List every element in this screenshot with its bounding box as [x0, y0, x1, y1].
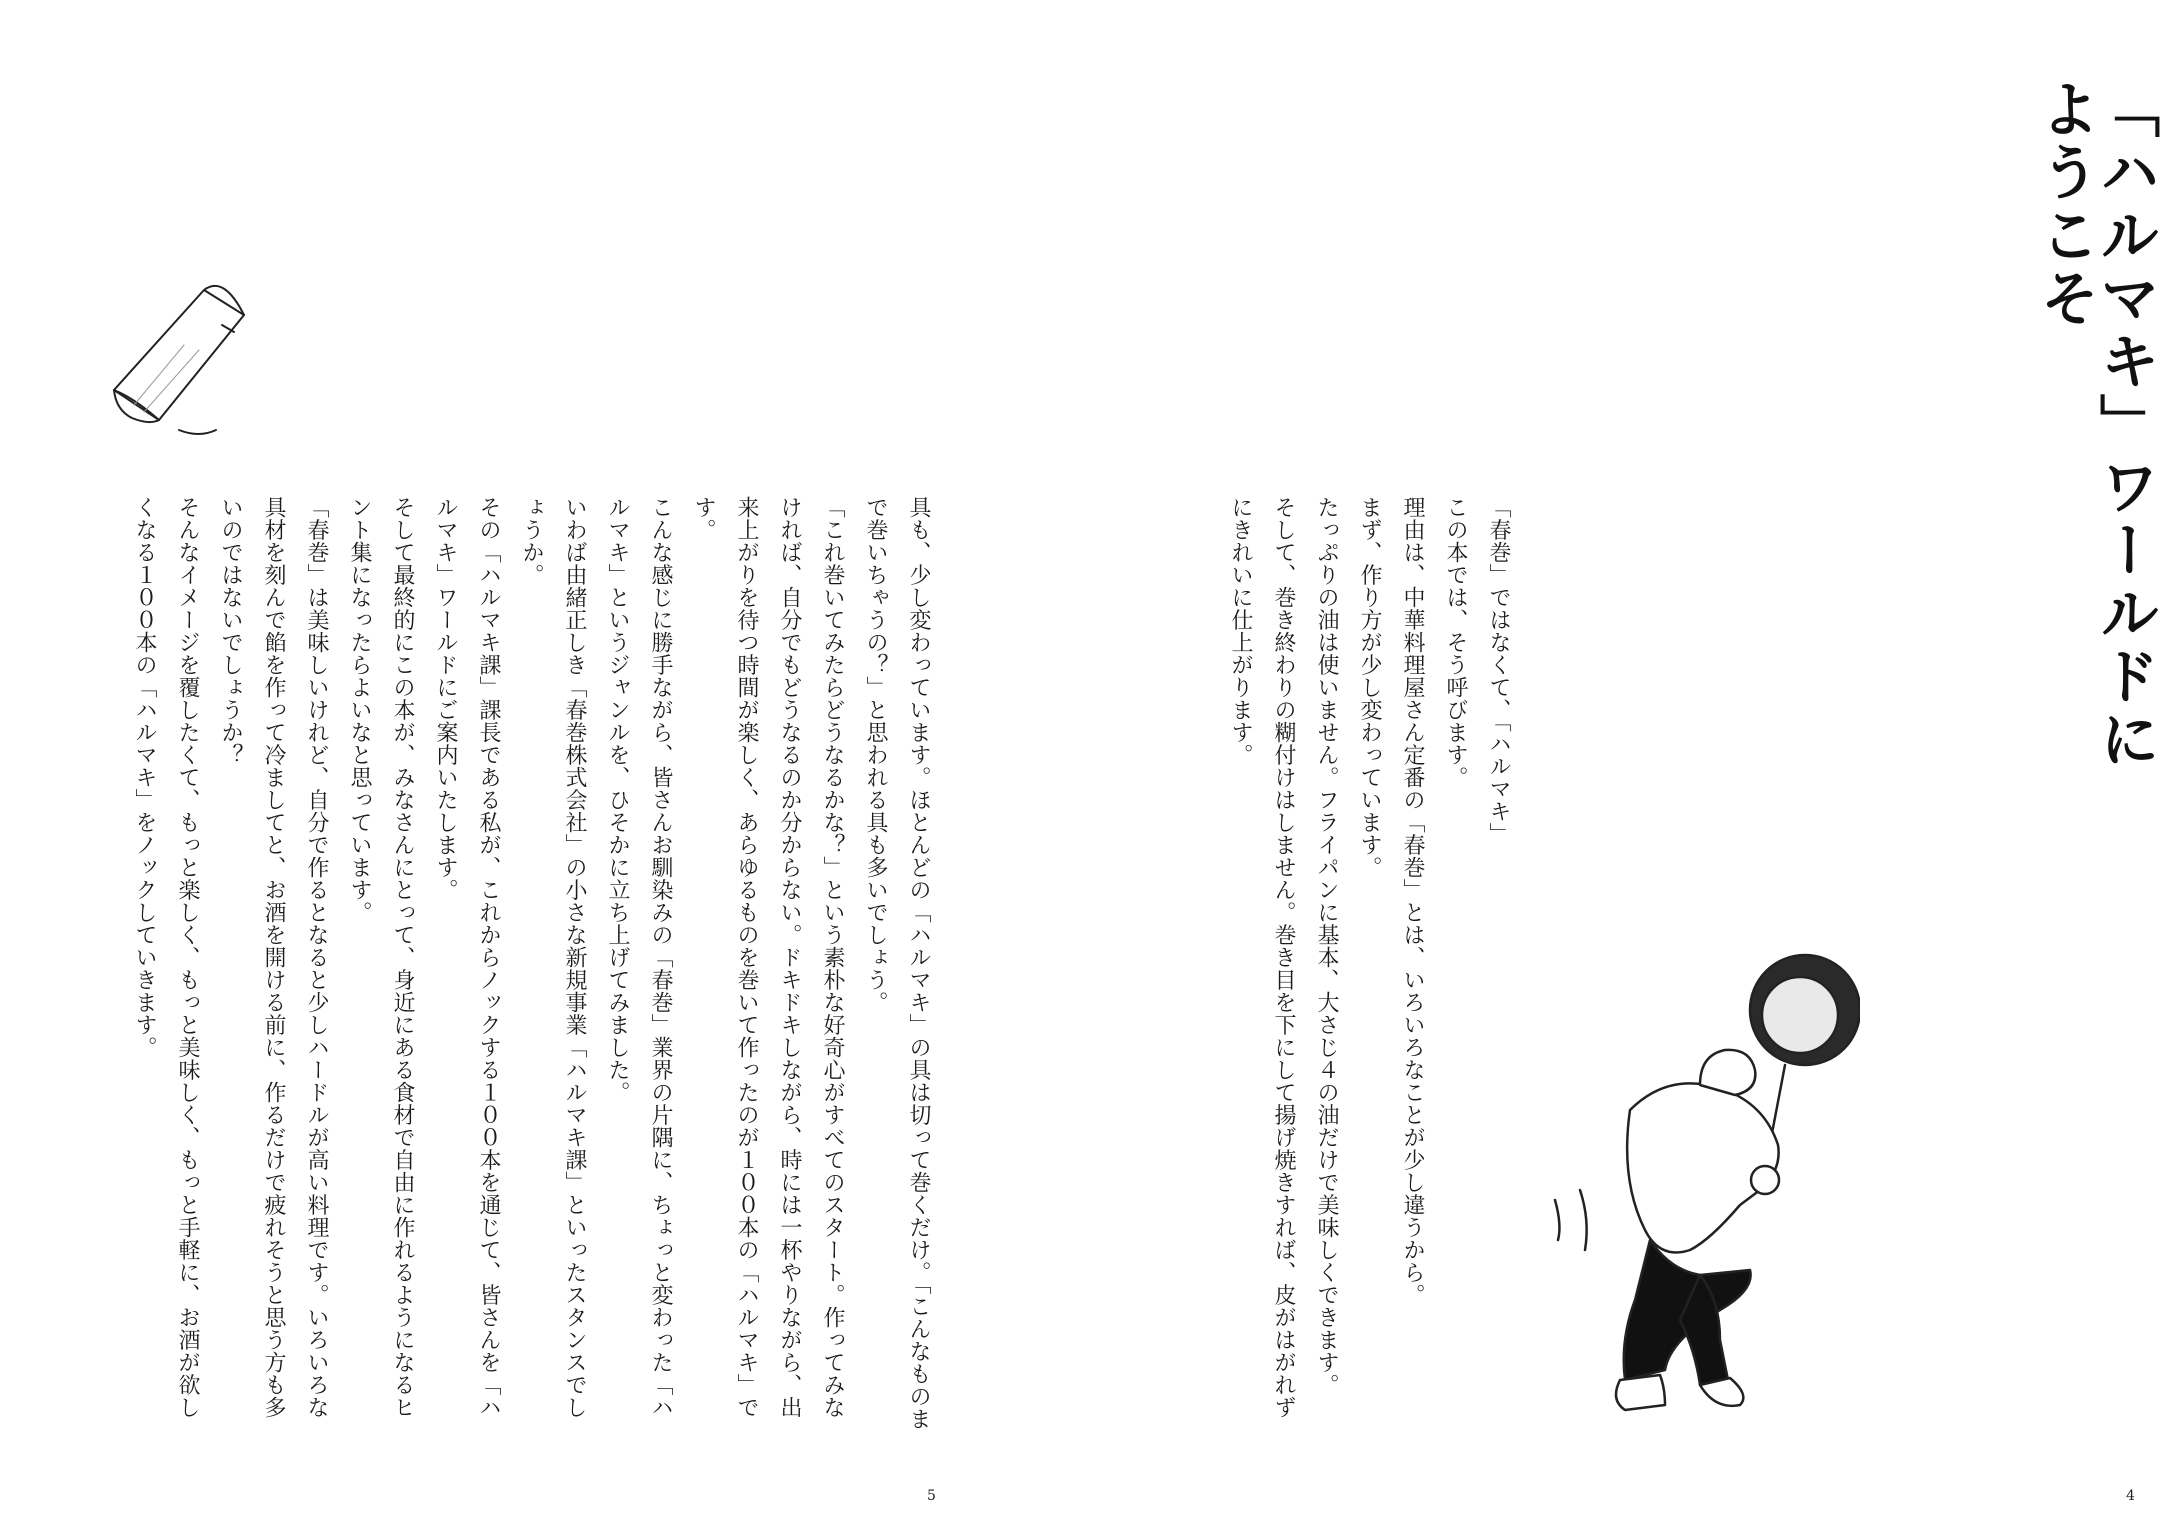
paragraph: 理由は、中華料理屋さん定番の「春巻」とは、いろいろなことが少し違うから。: [1400, 496, 1425, 1306]
spring-roll-illustration: [104, 270, 264, 440]
page-title: 「ハルマキ」ワールドにようこそ: [2030, 78, 2160, 771]
paragraph: 「春巻」ではなくて、「ハルマキ」: [1486, 496, 1511, 845]
right-page-body: [1228, 496, 1520, 1436]
paragraph: 具も、少し変わっています。ほとんどの「ハルマキ」の具は切って巻くだけ。「こんなものまで巻いちゃうの？」と思われる具も多いでしょう。: [863, 496, 931, 1430]
paragraph: たっぷりの油は使いません。フライパンに基本、大さじ４の油だけで美味しくできます。: [1314, 496, 1339, 1396]
paragraph: その「ハルマキ課」課長である私が、これからノックする１００本を通じて、皆さんを「ハルマキ」ワールドにご案内いたします。: [433, 496, 501, 1419]
paragraph: そして最終的にこの本が、みなさんにとって、身近にある食材で自由に作れるようになるヒント集になったらよいなと思っています。: [347, 496, 415, 1419]
paragraph: 「これ巻いてみたらどうなるかな？」という素朴な好奇心がすべてのスタート。作ってみなければ、自分でもどうなるのか分からない。ドキドキしながら、時には一杯やりながら、出来上がりを待つ時間が楽しく、あらゆるものを巻いて作ったのが１００本の「ハルマキ」です。: [691, 496, 845, 1419]
paragraph: そんなイメージを覆したくて、もっと楽しく、もっと美味しく、もっと手軽に、お酒が欲しくなる１００本の「ハルマキ」をノックしていきます。: [132, 496, 200, 1419]
paragraph: そして、巻き終わりの糊付けはしません。巻き目を下にして揚げ焼きすれば、皮がはがれずにきれいに仕上がります。: [1228, 496, 1296, 1419]
paragraph: この本では、そう呼びます。: [1443, 496, 1468, 789]
paragraph: 「春巻」は美味しいけれど、自分で作るとなると少しハードルが高い料理です。いろいろな具材を刻んで餡を作って冷ましてと、お酒を開ける前に、作るだけで疲れそうと思う方も多いのではないでしょうか？: [218, 496, 329, 1419]
page-number-right: 4: [2126, 1488, 2135, 1504]
page-number-left: 5: [927, 1488, 936, 1504]
paragraph: いわば由緒正しき「春巻株式会社」の小さな新規事業「ハルマキ課」といったスタンスでしょうか。: [519, 496, 587, 1419]
chef-with-frying-pan-illustration: [1550, 940, 1860, 1430]
paragraph: まず、作り方が少し変わっています。: [1357, 496, 1382, 879]
left-page-body: [120, 496, 940, 1436]
paragraph: こんな感じに勝手ながら、皆さんお馴染みの「春巻」業界の片隅に、ちょっと変わった「ハルマキ」というジャンルを、ひそかに立ち上げてみました。: [605, 496, 673, 1419]
